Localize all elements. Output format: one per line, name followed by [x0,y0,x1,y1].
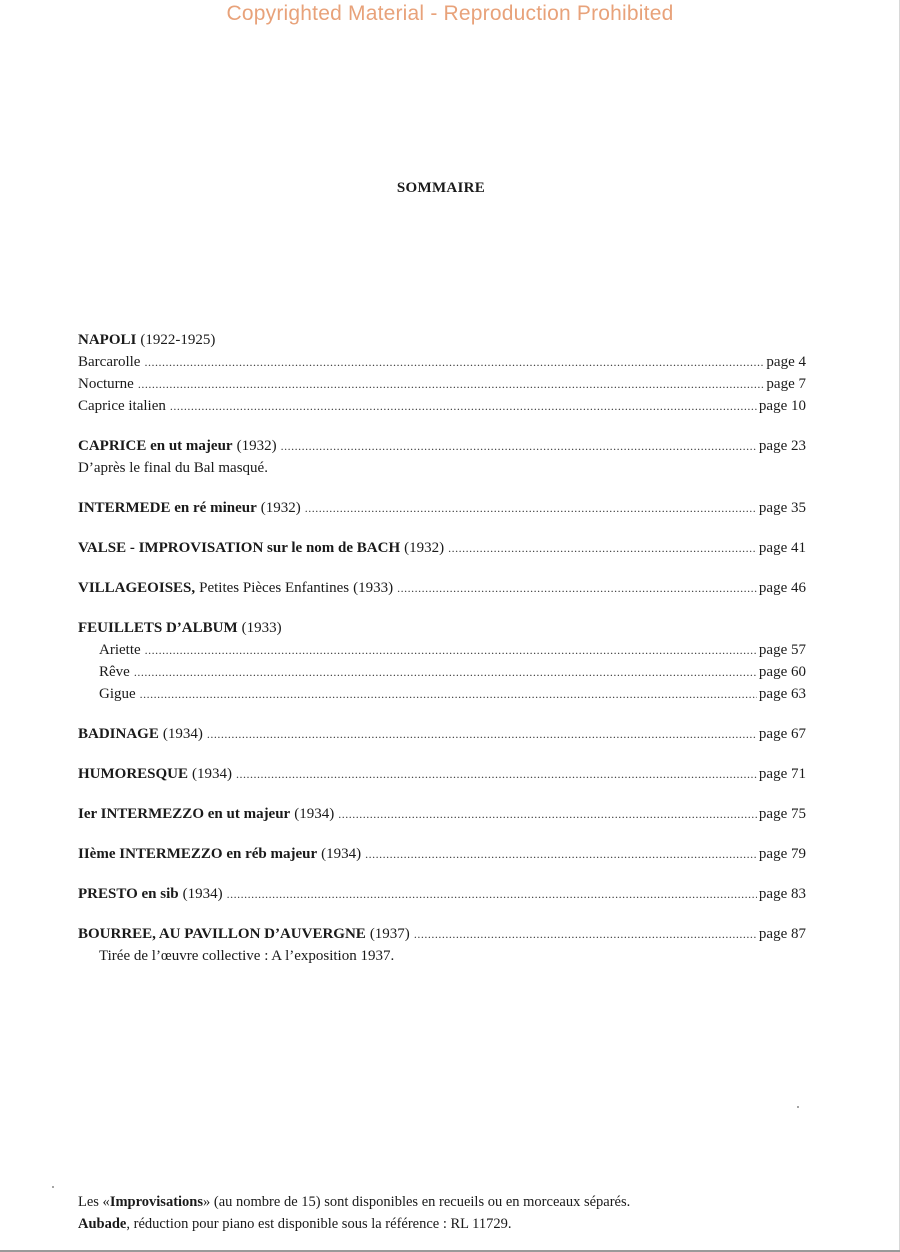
toc-entry-line [78,498,806,519]
entry-page-number: page 79 [758,846,806,862]
dot-leader [145,639,757,661]
toc-entry-line [78,618,806,639]
entry-title: Ier INTERMEZZO en ut majeur [78,806,291,822]
entry-years: (1933) [353,580,394,596]
toc-entry [78,436,806,479]
copyright-watermark: Copyrighted Material - Reproduction Prohibited [226,2,674,25]
toc-entry [78,924,806,967]
footer-note [78,1191,838,1235]
entry-title: INTERMEDE en ré mineur [78,500,257,516]
entry-title: PRESTO en sib [78,886,179,902]
subentry-title: Nocturne [78,376,134,392]
toc-entry-line [78,578,806,599]
entry-years: (1933) [241,620,282,636]
dot-leader [414,924,757,945]
dot-leader [140,683,757,705]
subentry-title: Caprice italien [78,398,166,414]
entry-page-number: page 46 [758,580,806,596]
entry-title: HUMORESQUE [78,766,189,782]
entry-years: (1934) [321,846,362,862]
toc-entry [78,764,806,785]
dot-leader [138,373,765,395]
subentry-title: Barcarolle [78,354,141,370]
entry-note: D’après le final du Bal masqué. [78,460,268,476]
entry-years: (1922-1925) [140,332,216,348]
dot-leader [338,804,757,825]
toc-subentry-line [78,683,806,705]
entry-page-number: page 35 [758,500,806,516]
entry-years: (1937) [369,926,410,942]
toc-subentry-line [78,395,806,417]
entry-years: (1934) [294,806,335,822]
dot-leader [448,538,757,559]
footer-line-1: Les «Improvisations» (au nombre de 15) sont disponibles en recueils ou en morceaux séparés. [78,1194,631,1210]
toc-entry-line [78,764,806,785]
toc-entry [78,618,806,705]
subentry-page-number: page 10 [758,398,806,414]
entry-title: FEUILLETS D’ALBUM [78,620,238,636]
entry-years: (1932) [404,540,445,556]
entry-title: IIème INTERMEZZO en réb majeur [78,846,318,862]
scan-speck [52,1186,54,1188]
dot-leader [281,436,757,457]
toc-entry [78,330,806,417]
toc-subentry-line [78,639,806,661]
scan-speck [797,1106,799,1108]
entry-years: (1934) [192,766,233,782]
table-of-contents [78,330,806,986]
entry-title: CAPRICE en ut majeur [78,438,233,454]
entry-title: VILLAGEOISES, [78,580,196,596]
entry-title: BOURREE, AU PAVILLON D’AUVERGNE [78,926,366,942]
subentry-title: Gigue [99,686,136,702]
page-title: SOMMAIRE [396,180,486,196]
toc-entry-line [78,436,806,457]
dot-leader [227,884,757,905]
subentry-page-number: page 57 [758,642,806,658]
dot-leader [365,844,757,865]
toc-entry [78,804,806,825]
subentry-page-number: page 7 [766,376,806,392]
footer-line-2: Aubade, réduction pour piano est disponible sous la référence : RL 11729. [78,1216,512,1232]
toc-entry [78,498,806,519]
subentry-title: Ariette [99,642,141,658]
subentry-title: Rêve [99,664,130,680]
entry-page-number: page 71 [758,766,806,782]
entry-title: BADINAGE [78,726,159,742]
entry-title: NAPOLI [78,332,137,348]
entry-page-number: page 75 [758,806,806,822]
toc-entry [78,724,806,745]
toc-entry-line [78,538,806,559]
subentry-page-number: page 60 [758,664,806,680]
entry-note: Tirée de l’œuvre collective : A l’exposition 1937. [99,948,395,964]
subentry-page-number: page 4 [766,354,806,370]
dot-leader [207,724,757,745]
toc-subentry-line [78,661,806,683]
toc-entry-line [78,804,806,825]
entry-title: VALSE - IMPROVISATION sur le nom de BACH [78,540,401,556]
dot-leader [144,351,764,373]
toc-entry [78,844,806,865]
entry-subtitle: Petites Pièces Enfantines [199,580,350,596]
toc-entry [78,578,806,599]
dot-leader [134,661,757,683]
entry-years: (1932) [260,500,301,516]
entry-years: (1932) [236,438,277,454]
dot-leader [236,764,757,785]
toc-subentry-line [78,351,806,373]
toc-entry-line [78,330,806,351]
toc-subentry-line [78,373,806,395]
entry-page-number: page 87 [758,926,806,942]
toc-entry [78,538,806,559]
toc-entry [78,884,806,905]
entry-page-number: page 23 [758,438,806,454]
toc-entry-line [78,844,806,865]
entry-years: (1934) [182,886,223,902]
dot-leader [170,395,757,417]
entry-page-number: page 67 [758,726,806,742]
toc-entry-line [78,924,806,945]
dot-leader [305,498,757,519]
entry-page-number: page 83 [758,886,806,902]
dot-leader [397,578,757,599]
entry-page-number: page 41 [758,540,806,556]
toc-entry-line [78,724,806,745]
toc-entry-line [78,884,806,905]
entry-years: (1934) [162,726,203,742]
subentry-page-number: page 63 [758,686,806,702]
